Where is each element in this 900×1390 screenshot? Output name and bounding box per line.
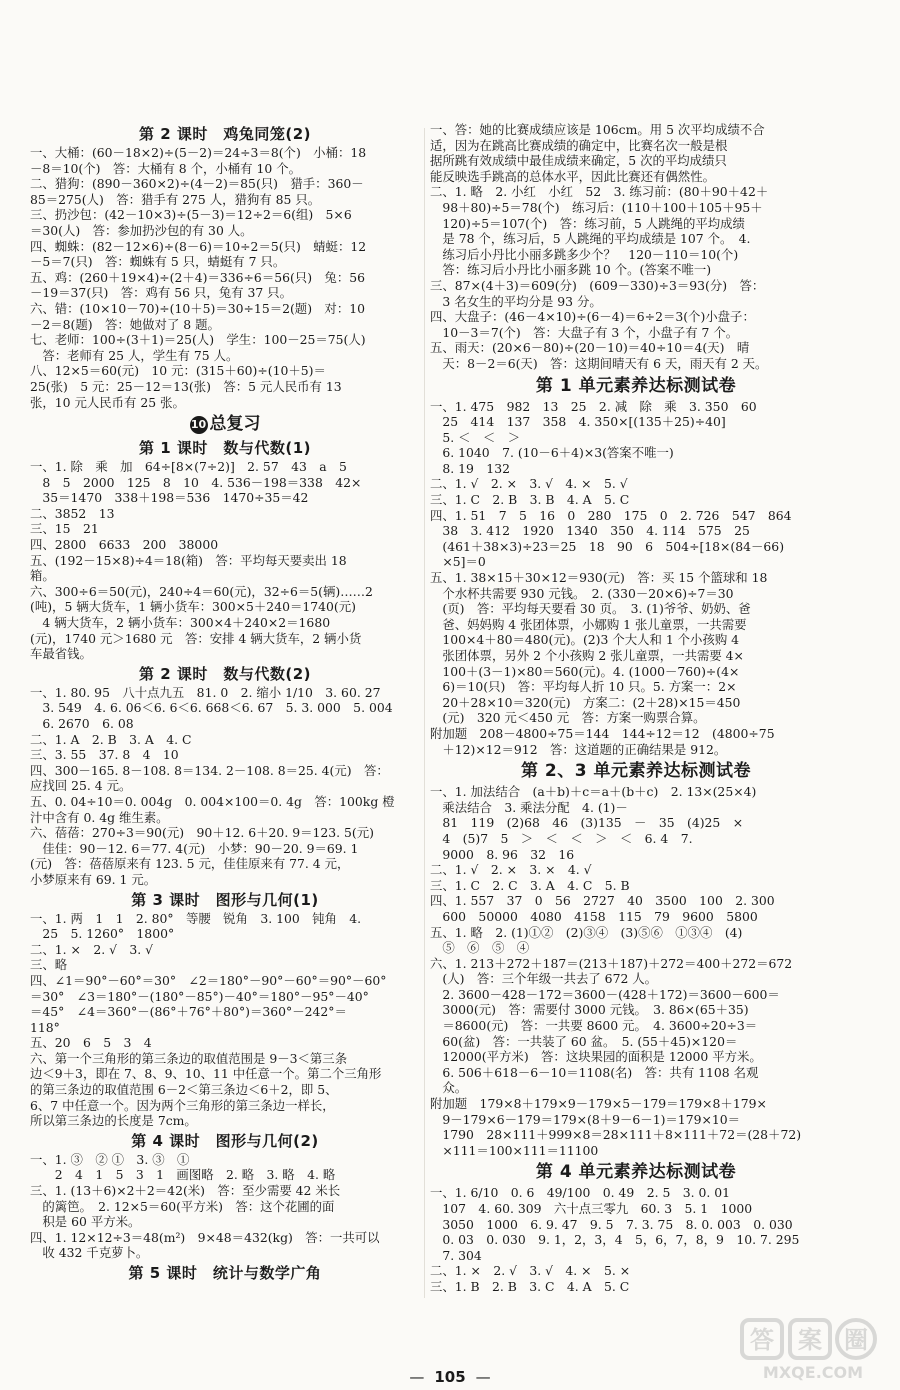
answer-line: 一、答：她的比赛成绩应该是 106cm。用 5 次平均成绩不合 (430, 122, 765, 137)
answer-line: 5. ＜ ＜ ＞ (430, 429, 521, 445)
section-heading: 第 3 课时 图形与几何(1) (131, 890, 319, 909)
answer-line: 爸、妈妈购 4 张团体票，小娜购 1 张儿童票，一共需要 (430, 616, 747, 632)
answer-line: 五、雨天：(20×6－80)÷(20－10)＝40÷10＝4(天) 晴 (430, 340, 750, 356)
answer-line: 一、1. 两 1 1 2. 80° 等腰 锐角 3. 100 钝角 4. (30, 910, 362, 926)
answer-line: 三、15 21 (30, 521, 99, 537)
answer-line: 9000 8. 96 32 16 (430, 846, 575, 862)
answer-line: 二、猎狗：(890－360×2)÷(4－2)＝85(只) 猎手：360－ (30, 176, 364, 192)
answer-line: 八、12×5＝60(元) 10 元：(315＋60)÷(10＋5)＝ (30, 363, 326, 379)
watermark-char-3: 圈 (844, 1326, 868, 1354)
answer-line: 7. 304 (430, 1247, 482, 1263)
answer-line: 附加题 208－4800÷75＝144 144÷12＝12 (4800÷75 (430, 725, 775, 741)
answer-line: 六、第一个三角形的第三条边的取值范围是 9－3＜第三条 (30, 1050, 348, 1066)
answer-line: 三、3. 55 37. 8 4 10 (30, 747, 179, 763)
answer-line: 118° (30, 1019, 60, 1035)
answer-line: 众。 (430, 1080, 468, 1096)
answer-line: 收 432 千克萝卜。 (30, 1245, 149, 1261)
answer-line: 8 5 2000 125 8 10 4. 536－198＝338 42× (30, 474, 362, 490)
answer-line: 一、1. ③ ② ① 3. ③ ① (30, 1151, 190, 1167)
answer-line: 4 (5)7 5 ＞ ＜ ＜ ＞ ＜ 6. 4 7. (430, 830, 693, 846)
answer-line: 二、1. 略 2. 小红 小红 52 3. 练习前：(80＋90＋42＋ (430, 184, 769, 200)
answer-line: 三、1. (13＋6)×2＋2＝42(米) 答：至少需要 42 米长 (30, 1183, 341, 1199)
answer-line: －2＝8(题) 答：她做对了 8 题。 (30, 316, 220, 332)
answer-line: 12000(平方米) 答：这块果园的面积是 12000 平方米。 (430, 1049, 762, 1065)
answer-line: 张团体票，另外 2 个小孩购 2 张儿童票，一共需要 4× (430, 648, 744, 663)
answer-line: 答：练习后小丹比小丽多跳 10 个。(答案不唯一) (430, 262, 712, 278)
answer-line: (元) 答：蓓蓓原来有 123. 5 元，佳佳原来有 77. 4 元， (30, 856, 350, 872)
answer-line: 4 辆大货车，2 辆小货车：300×4＋240×2＝1680 (30, 615, 331, 631)
answer-line: ⑤ ⑥ ⑤ ④ (430, 940, 530, 956)
answer-line: (元)，1740 元＞1680 元 答：安排 4 辆大货车，2 辆小货 (30, 630, 362, 646)
watermark-url: MXQE.COM (762, 1363, 864, 1382)
answer-line: 1790 28×111＋999×8＝28×111＋8×111＋72＝(28＋72) (430, 1127, 802, 1143)
watermark-logo-icon (742, 1320, 875, 1382)
answer-line: 20＋28×10＝320(元) 方案二：(2＋28)×15＝450 (430, 694, 741, 710)
answer-line: 三、87×(4＋3)＝609(分) (609－330)÷3＝93(分) 答： (430, 277, 765, 293)
answer-line: ×5]＝0 (430, 554, 486, 570)
section-heading: 第 1 课时 数与代数(1) (138, 439, 312, 458)
watermark-char-2: 案 (798, 1326, 822, 1354)
answer-line: 一、1. 6/10 0. 6 49/100 0. 49 2. 5 3. 0. 01 (430, 1185, 731, 1201)
answer-line: (元) 320 元＜450 元 答：方案一购票合算。 (430, 710, 706, 726)
column-divider (424, 128, 425, 1298)
answer-line: 3000(元) 答：需要付 3000 元钱。 3. 86×(65＋35) (430, 1002, 749, 1018)
answer-line: 35＝1470 338＋198＝536 1470÷35＝42 (30, 490, 309, 506)
answer-line: 六、1. 213＋272＋187＝(213＋187)＋272＝400＋272＝672 (430, 955, 793, 971)
answer-line: 三、1. B 2. B 3. C 4. A 5. C (430, 1278, 630, 1294)
answer-line: 2. 3600－428－172＝3600－(428＋172)＝3600－600＝ (430, 986, 780, 1002)
answer-line: 是 78 个，练习后，5 人跳绳的平均成绩是 107 个。 4. (430, 231, 751, 247)
answer-line: 10－3＝7(个) 答：大盘子有 3 个，小盘子有 7 个。 (430, 324, 739, 340)
answer-line: 二、1. √ 2. × 3. √ 4. × 5. √ (430, 476, 628, 492)
answer-line: －19＝37(只) 答：鸡有 56 只，兔有 37 只。 (30, 285, 292, 301)
answer-line: 五、0. 04÷10＝0. 004g 0. 004×100＝0. 4g 答：100kg 橙 (30, 793, 395, 809)
answer-line: 9－179×6－179＝179×(8＋9－6－1)＝179×10＝ (430, 1111, 740, 1127)
answer-line: 38 3. 412 1920 1340 350 4. 114 575 25 (430, 523, 750, 539)
answer-line: 四、2800 6633 200 38000 (30, 537, 219, 553)
right-column (430, 122, 842, 1295)
section-heading: 第 2 课时 鸡兔同笼(2) (138, 125, 312, 143)
answer-line: ＝30(人) 答：参加扔沙包的有 30 人。 (30, 222, 253, 238)
answer-line: 二、3852 13 (30, 505, 115, 521)
answer-line: 的篱笆。 2. 12×5＝60(平方米) 答：这个花圃的面 (30, 1198, 335, 1214)
answer-line: 6. 1040 7. (10－6＋4)×3(答案不唯一) (430, 445, 674, 461)
answer-line: 能反映选手跳高的总体水平，因此比赛还有偶然性。 (430, 168, 715, 184)
page-number-footer: — 105 — (409, 1368, 491, 1386)
answer-line: ＝30° ∠3＝180°－(180°－85°)－40°＝180°－95°－40° (30, 988, 369, 1004)
answer-line: 七、老师：100÷(3＋1)＝25(人) 学生：100－25＝75(人) (30, 332, 366, 348)
answer-line: 6. 506＋618－6－10＝1108(名) 答：共有 1108 名观 (430, 1064, 759, 1080)
section-heading: 第 4 课时 图形与几何(2) (131, 1131, 319, 1150)
answer-line: 边＜9＋3，即在 7、8、9、10、11 中任意一个。第二个三角形 (30, 1066, 382, 1082)
answer-line: 四、1. 51 7 5 16 0 280 175 0 2. 726 547 864 (430, 507, 792, 523)
answer-line: 适，因为在跳高比赛成绩的确定中，比赛名次一般是根 (430, 137, 728, 153)
answer-line: 的第三条边的取值范围 6－2＜第三条边＜6＋2，即 5、 (30, 1082, 338, 1098)
answer-line: 三、扔沙包：(42－10×3)÷(5－3)＝12÷2＝6(组) 5×6 (30, 207, 352, 223)
answer-line: (吨)，5 辆大货车，1 辆小货车：300×5＋240＝1740(元) (30, 599, 356, 615)
answer-line: 2 4 1 5 3 1 画图略 2. 略 3. 略 4. 略 (30, 1167, 336, 1183)
answer-line: (页) 答：平均每天要看 30 页。 3. (1)爷爷、奶奶、爸 (430, 601, 751, 617)
unit-test-heading: 第 2、3 单元素养达标测试卷 (521, 761, 751, 782)
section-heading: 第 5 课时 统计与数学广角 (128, 1264, 322, 1282)
answer-line: 6)＝10(只) 答：平均每人折 10 只。5. 方案一：2× (430, 679, 737, 695)
answer-line: (人) 答：三个年级一共去了 672 人。 (430, 971, 658, 987)
page-number: 105 (434, 1368, 466, 1386)
answer-line: 天：8－2＝6(天) 答：这期间晴天有 6 天，雨天有 2 天。 (430, 355, 768, 371)
chapter-number-badge: 10 (190, 416, 208, 434)
answer-line: 8. 19 132 (430, 460, 510, 476)
answer-line: 六、蓓蓓：270÷3＝90(元) 90＋12. 6＋20. 9＝123. 5(元) (30, 825, 374, 841)
answer-line: 二、1. × 2. √ 3. √ 4. × 5. × (430, 1263, 631, 1279)
answer-line: 100＋(3－1)×80＝560(元)。4. (1000－760)÷(4× (430, 663, 740, 679)
answer-line: 五、(192－15×8)÷4＝18(箱) 答：平均每天要卖出 18 (30, 552, 347, 568)
answer-line: 佳佳：90－12. 6＝77. 4(元) 小梦：90－20. 9＝69. 1 (30, 840, 359, 856)
section-heading: 第 2 课时 数与代数(2) (138, 664, 312, 683)
answer-line: 据所跳有效成绩中最佳成绩来确定，5 次的平均成绩只 (430, 153, 727, 169)
watermark-char-1: 答 (750, 1326, 774, 1354)
answer-line: 一、1. 加法结合 (a＋b)＋c＝a＋(b＋c) 2. 13×(25×4) (430, 784, 757, 800)
answer-line: 答：老师有 25 人，学生有 75 人。 (30, 347, 239, 363)
answer-line: (461＋38×3)÷23＝25 18 90 6 504÷[18×(84－66) (430, 538, 785, 554)
answer-line: 所以第三条边的长度是 7cm。 (30, 1113, 197, 1129)
answer-line: ×111＝100×111＝11100 (430, 1142, 599, 1158)
answer-line: 85＝275(人) 答：猎手有 275 人，猎狗有 85 只。 (30, 191, 321, 207)
answer-line: 3050 1000 6. 9. 47 9. 5 7. 3. 75 8. 0. 003 0. 030 (430, 1216, 793, 1232)
answer-line: 600 50000 4080 4158 115 79 9600 5800 (430, 908, 758, 924)
answer-line: 四、1. 557 37 0 56 2727 40 3500 100 2. 300 (430, 893, 775, 909)
answer-line: 五、20 6 5 3 4 (30, 1035, 152, 1051)
answer-line: 应找回 25. 4 元。 (30, 778, 132, 794)
answer-line: 四、300－165. 8－108. 8＝134. 2－108. 8＝25. 4(元) 答： (30, 762, 389, 778)
answer-line: 练习后小丹比小丽多跳多少个？ 120－110＝10(个) (430, 246, 739, 262)
answer-line: ＝45° ∠4＝360°－(86°＋76°＋80°)＝360°－242°＝ (30, 1004, 347, 1020)
answer-line: 六、300÷6＝50(元)，240÷4＝60(元)，32÷6＝5(辆)……2 (30, 583, 373, 599)
answer-line: 五、鸡：(260＋19×4)÷(2＋4)＝336÷6＝56(只) 兔：56 (30, 269, 365, 285)
watermark-logo (738, 1318, 888, 1384)
answer-line: 98＋80)÷5＝78(个) 练习后：(110＋100＋105＋95＋ (430, 199, 763, 215)
answer-line: 三、略 (30, 957, 68, 973)
answer-line: 3. 549 4. 6. 06＜6. 6＜6. 668＜6. 67 5. 3. 000 5. 004 (30, 700, 393, 716)
answer-line: ＝8600(元) 答：一共要 8600 元。 4. 3600÷20÷3＝ (430, 1018, 758, 1034)
answer-line: 四、∠1＝90°－60°＝30° ∠2＝180°－90°－60°＝90°－60° (30, 972, 387, 988)
answer-line: 6. 2670 6. 08 (30, 716, 134, 731)
answer-line: 一、1. 除 乘 加 64÷[8×(7÷2)] 2. 57 43 a 5 (30, 459, 347, 475)
answer-line: 60(盆) 答：一共装了 60 盆。 5. (55＋45)×120＝ (430, 1033, 738, 1049)
answer-line: 四、大盘子：(46－4×10)÷(6－4)＝6÷2＝3(个)小盘子： (430, 309, 755, 325)
chapter-title (30, 412, 420, 436)
answer-line: 四、蜘蛛：(82－12×6)÷(8－6)＝10÷2＝5(只) 蜻蜓：12 (30, 238, 367, 254)
answer-line: 一、1. 80. 95 八十点九五 81. 0 2. 缩小 1/10 3. 60. 27 (30, 684, 381, 700)
answer-line: －5＝7(只) 答：蜘蛛有 5 只，蜻蜓有 7 只。 (30, 254, 286, 270)
answer-line: 四、1. 12×12÷3＝48(m²) 9×48＝432(kg) 答：一共可以 (30, 1229, 380, 1245)
answer-line: 附加题 179×8＋179×9－179×5－179＝179×8＋179× (430, 1096, 767, 1112)
answer-line: 五、1. 38×15＋30×12＝930(元) 答：买 15 个篮球和 18 (430, 570, 768, 586)
unit-test-heading: 第 1 单元素养达标测试卷 (535, 375, 737, 396)
answer-line: ＋12)×12＝912 答：这道题的正确结果是 912。 (430, 741, 727, 757)
answer-line: 100×4＋80＝480(元)。(2)3 个大人和 1 个小孩购 4 (430, 632, 740, 648)
answer-line: 0. 03 0. 030 9. 1，2，3，4 5，6，7，8，9 10. 7. 295 (430, 1232, 800, 1248)
answer-line: 二、1. A 2. B 3. A 4. C (30, 731, 192, 747)
answer-line: 三、1. C 2. C 3. A 4. C 5. B (430, 877, 630, 893)
answer-line: 3 名女生的平均分是 93 分。 (430, 293, 602, 309)
answer-line: 三、1. C 2. B 3. B 4. A 5. C (430, 492, 630, 508)
answer-line: 积是 60 平方米。 (30, 1214, 141, 1230)
answer-line: 箱。 (30, 568, 55, 584)
answer-line: 二、1. × 2. √ 3. √ (30, 941, 154, 957)
answer-line: 25(张) 5 元：25－12＝13(张) 答：5 元人民币有 13 (30, 378, 342, 394)
answer-line: 一、1. 475 982 13 25 2. 减 除 乘 3. 350 60 (430, 398, 757, 414)
answer-line: 25 414 137 358 4. 350×[(135＋25)÷40] (430, 414, 726, 430)
answer-line: 81 119 (2)68 46 (3)135 － 35 (4)25 × (430, 815, 744, 831)
answer-line: 个水杯共需要 930 元钱。 2. (330－20×6)÷7＝30 (430, 585, 734, 601)
answer-line: 25 5. 1260° 1800° (30, 926, 175, 942)
answer-line: 二、1. √ 2. × 3. × 4. √ (430, 862, 592, 878)
answer-line: 小梦原来有 69. 1 元。 (30, 871, 157, 887)
answer-line: 张，10 元人民币有 25 张。 (30, 394, 185, 410)
answer-line: 五、1. 略 2. (1)①② (2)③④ (3)⑤⑥ ①③④ (4) (430, 924, 743, 940)
answer-line: 六、错：(10×10－70)÷(10＋5)＝30÷15＝2(题) 对：10 (30, 300, 365, 316)
answer-line: 120)÷5＝107(个) 答：练习前，5 人跳绳的平均成绩 (430, 215, 745, 231)
answer-line: 车最省钱。 (30, 646, 92, 662)
left-column (30, 122, 420, 1284)
answer-line: 107 4. 60. 309 六十点三零九 60. 3 5. 1 1000 (430, 1201, 753, 1216)
answer-line: 6、7 中任意一个。因为两个三角形的第三条边一样长， (30, 1097, 335, 1113)
answer-line: 汁中含有 0. 4g 维生素。 (30, 809, 169, 825)
chapter-title-text: 总复习 (209, 414, 261, 435)
unit-test-heading: 第 4 单元素养达标测试卷 (535, 1162, 737, 1183)
answer-line: －8＝10(个) 答：大桶有 8 个，小桶有 10 个。 (30, 160, 301, 176)
answer-line: 乘法结合 3. 乘法分配 4. (1)－ (430, 799, 628, 815)
answer-line: 一、大桶：(60－18×2)÷(5－2)＝24÷3＝8(个) 小桶：18 (30, 145, 367, 160)
